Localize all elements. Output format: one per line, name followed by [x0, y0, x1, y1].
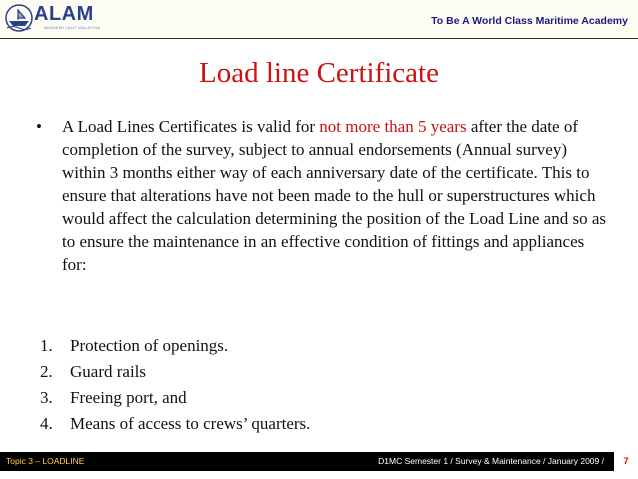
page-number: 7 — [614, 452, 638, 471]
list-number: 2. — [40, 362, 53, 381]
slide-footer — [0, 452, 638, 471]
ship-emblem-icon — [4, 3, 34, 33]
bullet-text — [62, 115, 611, 276]
list-text: Protection of openings. — [70, 336, 229, 355]
list-number: 3. — [40, 388, 53, 407]
bullet-prefix: A Load Lines Certificates is valid for — [62, 117, 320, 136]
list-item — [40, 359, 600, 385]
slide-header — [0, 0, 638, 38]
alam-logo — [4, 3, 104, 35]
header-divider — [0, 38, 638, 39]
bullet-paragraph — [36, 115, 611, 276]
validity-highlight: not more than 5 years — [319, 117, 467, 136]
footer-topic: Topic 3 – LOADLINE — [6, 456, 85, 466]
bullet-suffix: after the date of completion of the survey, subject to annual endorsements (Annual survey) within 3 months either way of each anniversary date of the certificate. This to ensure that alterations have not been made to the hull or superstructures which would affect the calculation determining the position of the Load Line and so as to ensure the maintenance in an effective condition of fittings and appliances for: — [62, 117, 606, 274]
list-text: Freeing port, and — [70, 388, 187, 407]
logo-subtitle: AKADEMI LAUT MALAYSIA — [44, 25, 101, 30]
bullet-dot: • — [36, 117, 42, 136]
list-item — [40, 385, 600, 411]
list-text: Guard rails — [70, 362, 147, 381]
list-text: Means of access to crews’ quarters. — [70, 414, 311, 433]
list-number: 1. — [40, 336, 53, 355]
fittings-list — [40, 333, 600, 437]
footer-course-info: D1MC Semester 1 / Survey & Maintenance / January 2009 / — [378, 456, 604, 466]
list-number: 4. — [40, 414, 53, 433]
logo-text: ALAM — [34, 3, 94, 25]
academy-tagline: To Be A World Class Maritime Academy — [431, 15, 628, 27]
slide-title: Load line Certificate — [199, 57, 439, 89]
list-item — [40, 333, 600, 359]
list-item — [40, 411, 600, 437]
